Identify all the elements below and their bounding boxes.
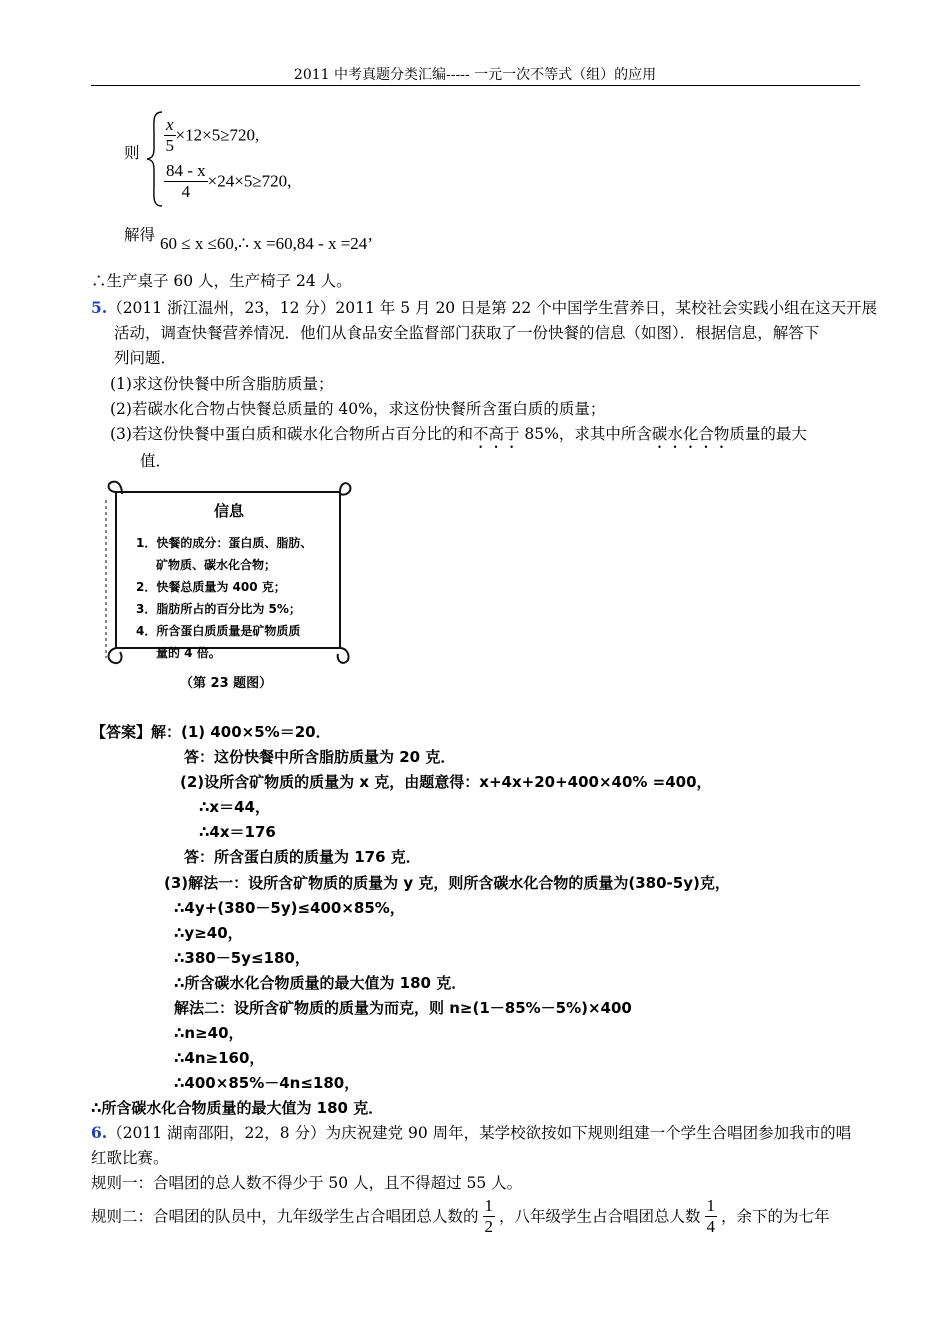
conclusion-line: ∴生产桌子 60 人，生产椅子 24 人。 xyxy=(91,272,352,290)
answer-line-2: 答：这份快餐中所含脂肪质量为 20 克． xyxy=(184,748,456,766)
question-6-line2: 红歌比赛。 xyxy=(91,1149,169,1167)
answer-line-16: ∴所含碳水化合物质量的最大值为 180 克． xyxy=(91,1099,384,1117)
scroll-item-1: 1．快餐的成分：蛋白质、脂肪、 xyxy=(136,536,313,550)
question-5-line2: 活动，调查快餐营养情况．他们从食品安全监督部门获取了一份快餐的信息（如图）．根据信息，解答下 xyxy=(114,324,820,342)
answer-line-3: (2)设所含矿物质的质量为 x 克，由题意得：x+4x+20+400×40% =400， xyxy=(180,773,712,791)
answer-line-10: ∴380－5y≤180， xyxy=(174,949,310,967)
inequality-2: $\frac{84 - x}{4}$ ×24×5≥720, xyxy=(166,161,292,201)
answer-line-12: 解法二：设所含矿物质的质量为而克，则 n≥(1－85%－5%)×400 xyxy=(174,999,632,1017)
solve-label: 解得 xyxy=(124,226,156,244)
answer-line-9: ∴y≥40， xyxy=(174,924,243,942)
question-5-part2: (2)若碳水化合物占快餐总质量的 40%，求这份快餐所含蛋白质的质量； xyxy=(110,400,606,418)
scroll-item-6: 量的 4 倍。 xyxy=(156,646,221,660)
ze-label: 则 xyxy=(124,144,140,162)
scroll-title: 信息 xyxy=(214,502,245,520)
question-6-line1: 6.（2011 湖南邵阳，22，8 分）为庆祝建党 90 周年，某学校欲按如下规则组建一个学生合唱团参加我市的唱 xyxy=(91,1123,852,1142)
answer-line-1: 【答案】解：(1) 400×5%＝20． xyxy=(91,723,331,741)
scroll-item-4: 3．脂肪所占的百分比为 5%； xyxy=(136,602,301,616)
solve-expression: 60 ≤ x ≤60,∴ x =60,84 - x =24’ xyxy=(160,234,373,253)
answer-line-8: ∴4y+(380－5y)≤400×85%， xyxy=(174,899,405,917)
inequality-1: $\frac{x}{5}$ ×12×5≥720, xyxy=(165,115,260,155)
answer-line-14: ∴4n≥160， xyxy=(174,1049,265,1067)
scroll-item-3: 2．快餐总质量为 400 克； xyxy=(136,580,286,594)
page-header: 2011 中考真题分类汇编----- 一元一次不等式（组）的应用 xyxy=(293,67,657,83)
answer-line-4: ∴x＝44， xyxy=(199,798,270,816)
scroll-item-2: 矿物质、碳水化合物； xyxy=(156,558,277,572)
answer-line-6: 答：所含蛋白质的质量为 176 克． xyxy=(184,848,421,866)
answer-line-5: ∴4x＝176 xyxy=(199,823,276,841)
question-5-line3: 列问题． xyxy=(114,349,177,367)
question-6-rule1: 规则一：合唱团的总人数不得少于 50 人，且不得超过 55 人。 xyxy=(91,1174,523,1192)
scroll-item-5: 4．所含蛋白质质量是矿物质质 xyxy=(136,624,301,638)
answer-line-7: (3)解法一：设所含矿物质的质量为 y 克，则所含碳水化合物的质量为(380-5y)克， xyxy=(164,874,730,892)
question-5-line1: 5.（2011 浙江温州，23，12 分）2011 年 5 月 20 日是第 22 个中国学生营养日，某校社会实践小组在这天开展 xyxy=(91,298,878,317)
answer-line-15: ∴400×85%－4n≤180， xyxy=(174,1074,360,1092)
answer-line-13: ∴n≥40， xyxy=(174,1024,244,1042)
question-5-part3-cont: 值． xyxy=(140,452,172,470)
figure-caption: （第 23 题图） xyxy=(180,676,273,691)
header-rule xyxy=(91,85,860,86)
question-6-rule2: 规则二：合唱团的队员中，九年级学生占合唱团总人数的 $\frac{1}{2}$ ，八年级学生占合唱团总人数 $\frac{1}{4}$ ，余下的为七年 xyxy=(91,1196,830,1236)
answer-line-11: ∴所含碳水化合物质量的最大值为 180 克． xyxy=(174,974,467,992)
question-5-part3: (3)若这份快餐中蛋白质和碳水化合物所占百分比的和不高于 85%，求其中所含碳水化合物质量的最大 xyxy=(110,425,807,443)
question-5-part1: (1)求这份快餐中所含脂肪质量； xyxy=(110,375,334,393)
